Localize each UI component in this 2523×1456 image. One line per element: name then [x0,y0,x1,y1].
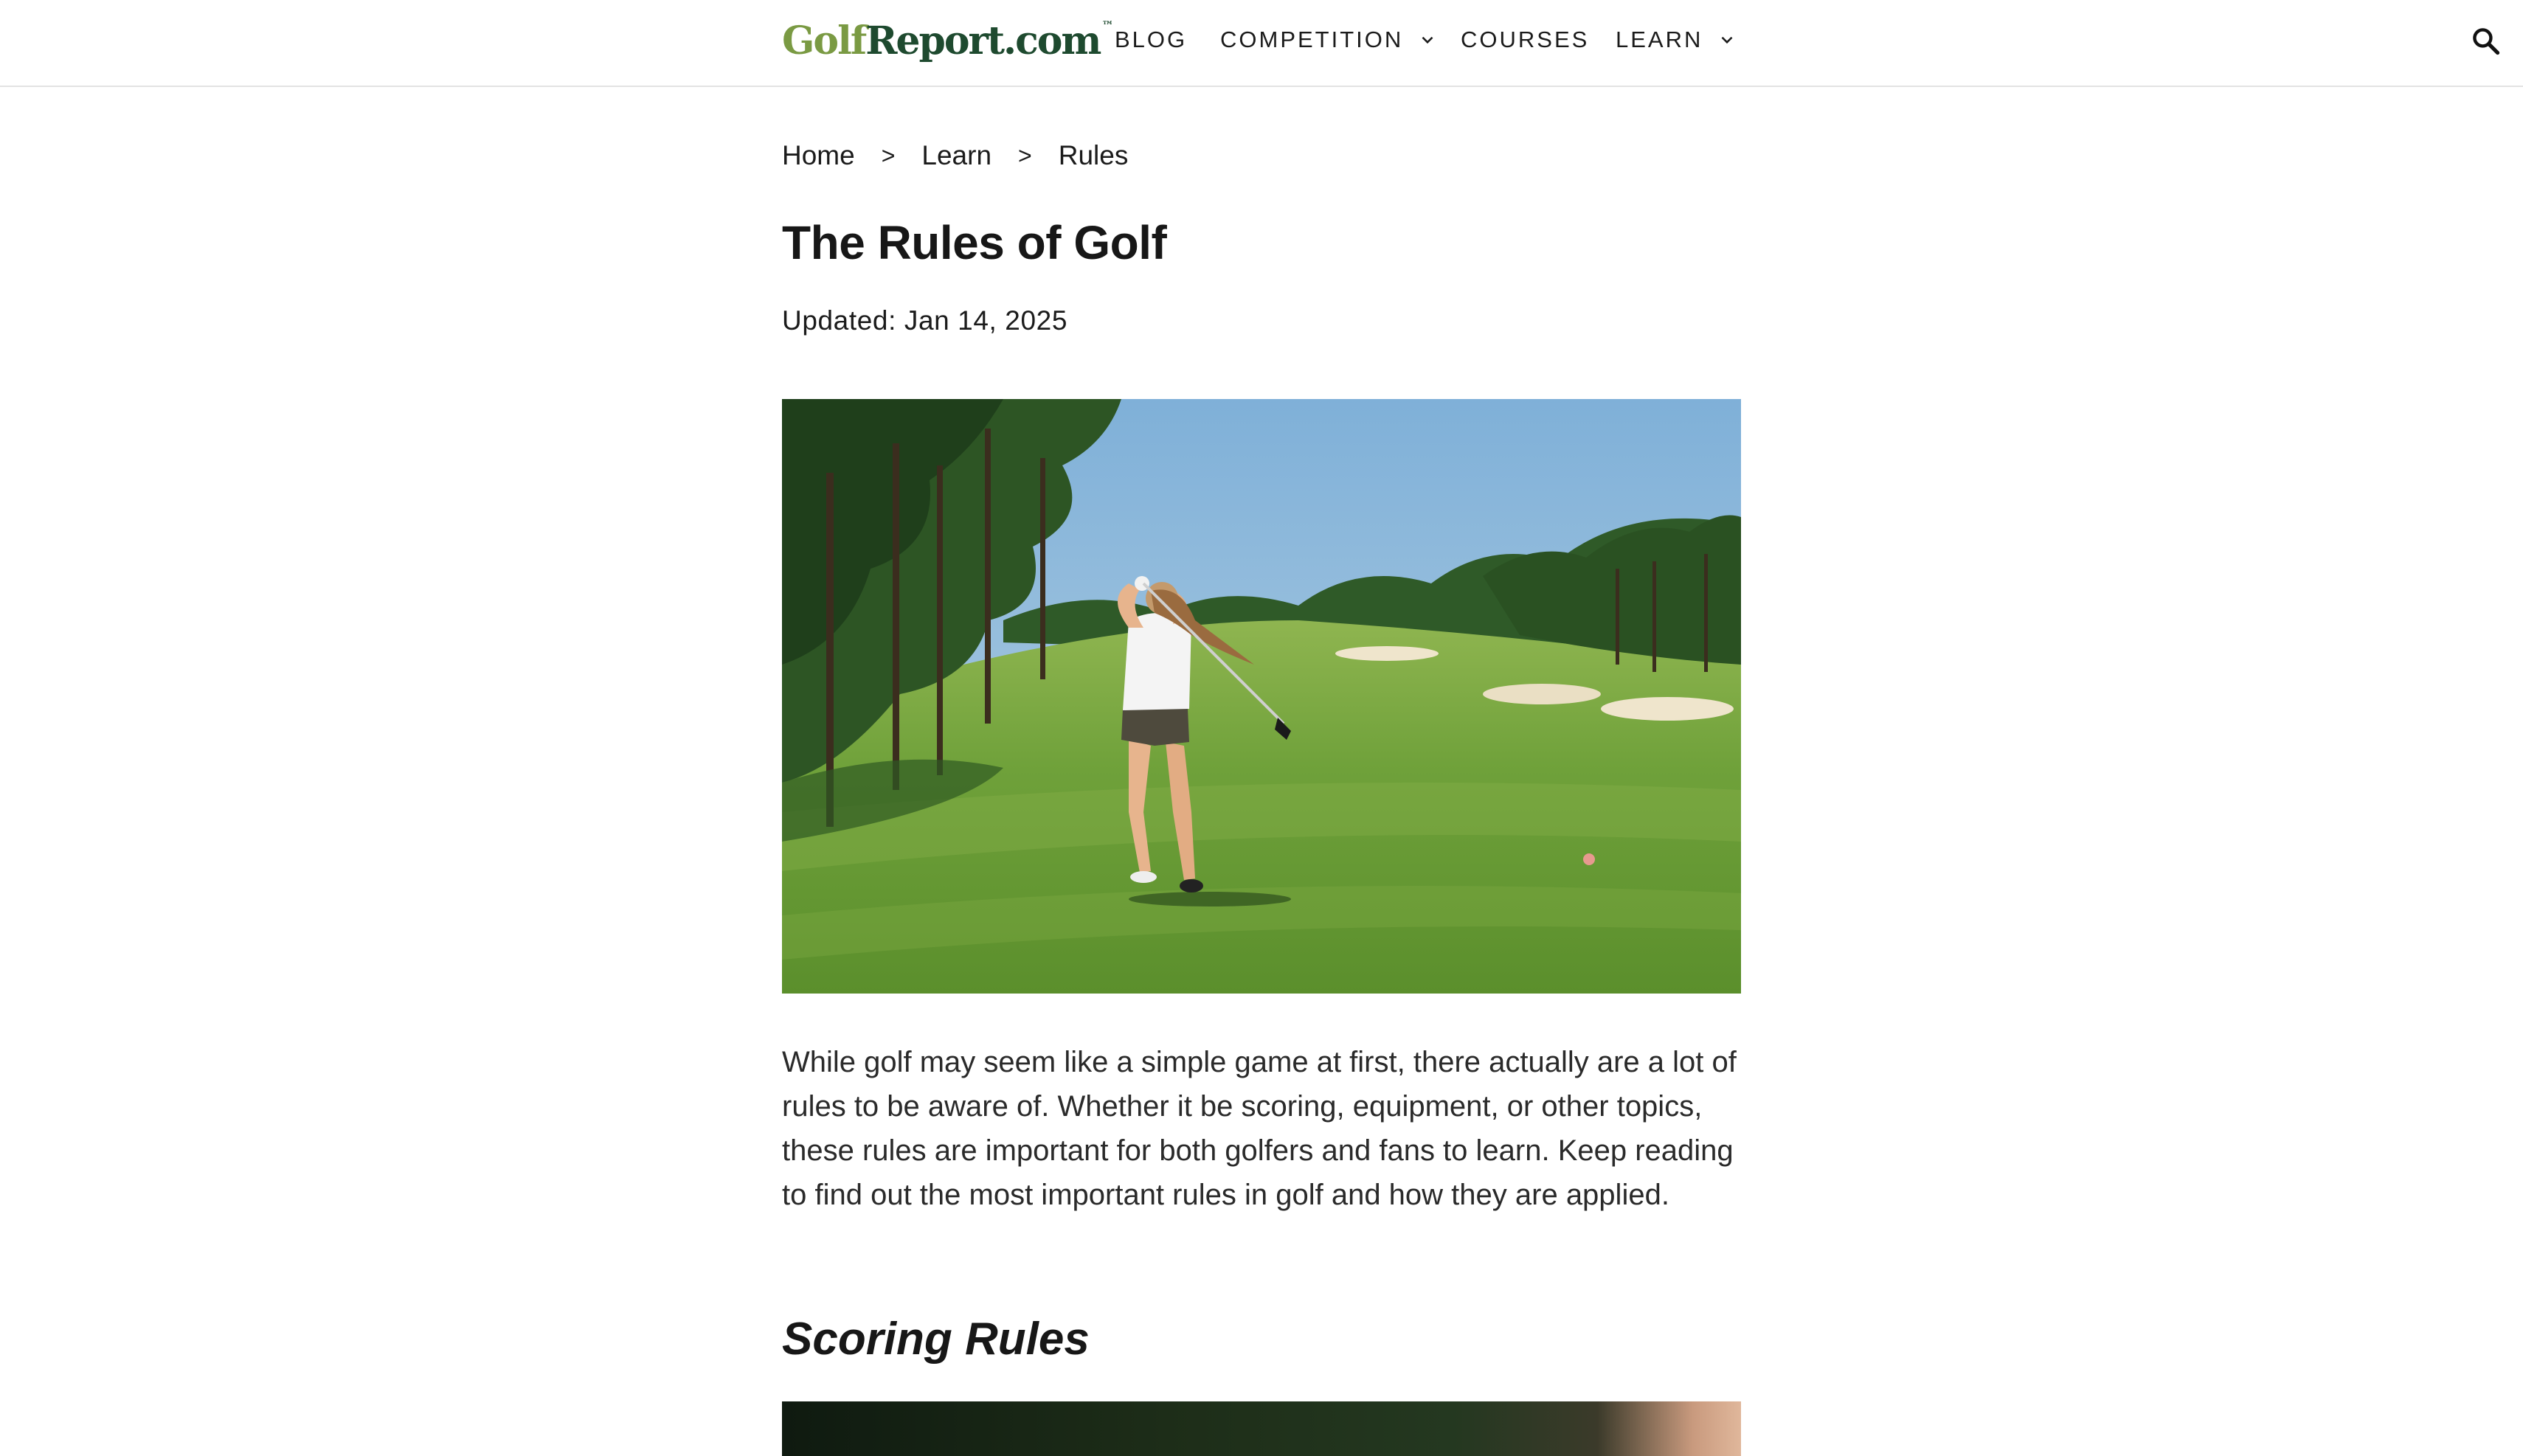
logo-text-golf: Golf [782,18,866,63]
breadcrumb-home-link[interactable]: Home [782,140,855,170]
logo-trademark: ™ [1101,18,1114,32]
search-icon [2470,25,2502,58]
hero-image [782,399,1741,994]
golfer-teeing-off-illustration [782,399,1741,994]
nav-item-label: COMPETITION [1220,27,1404,52]
page-title: The Rules of Golf [782,216,1167,269]
breadcrumb-learn-link[interactable]: Learn [921,140,992,170]
nav-item-learn[interactable] [1616,0,1737,80]
chevron-down-icon [1717,30,1737,49]
chevron-down-icon [1418,30,1437,49]
top-navigation-bar [0,0,2523,87]
intro-paragraph: While golf may seem like a simple game at first, there actually are a lot of rules to be aware of. Whether it be scoring, equipment, or other topics, these rules are important for both golfers and fans to learn. Keep reading to find out the most important rules in golf and how they are applied. [782,1046,1737,1211]
nav-item-blog[interactable] [1115,0,1187,80]
section-heading: Scoring Rules [782,1314,1090,1365]
nav-item-courses[interactable] [1461,0,1589,80]
breadcrumb-separator: > [881,142,896,169]
nav-item-competition[interactable] [1220,0,1437,80]
breadcrumb [782,137,1128,174]
nav-item-label: COURSES [1461,27,1590,52]
breadcrumb-current-page: Rules [1058,140,1129,170]
logo-text-report: Report.com [865,18,1101,63]
nav-item-label: BLOG [1115,27,1188,52]
section-image [782,1401,1741,1456]
site-logo[interactable] [782,16,1113,66]
breadcrumb-separator: > [1018,142,1032,169]
nav-item-label: LEARN [1616,27,1703,52]
search-button[interactable] [2470,25,2502,58]
updated-date: Updated: Jan 14, 2025 [782,305,1068,336]
